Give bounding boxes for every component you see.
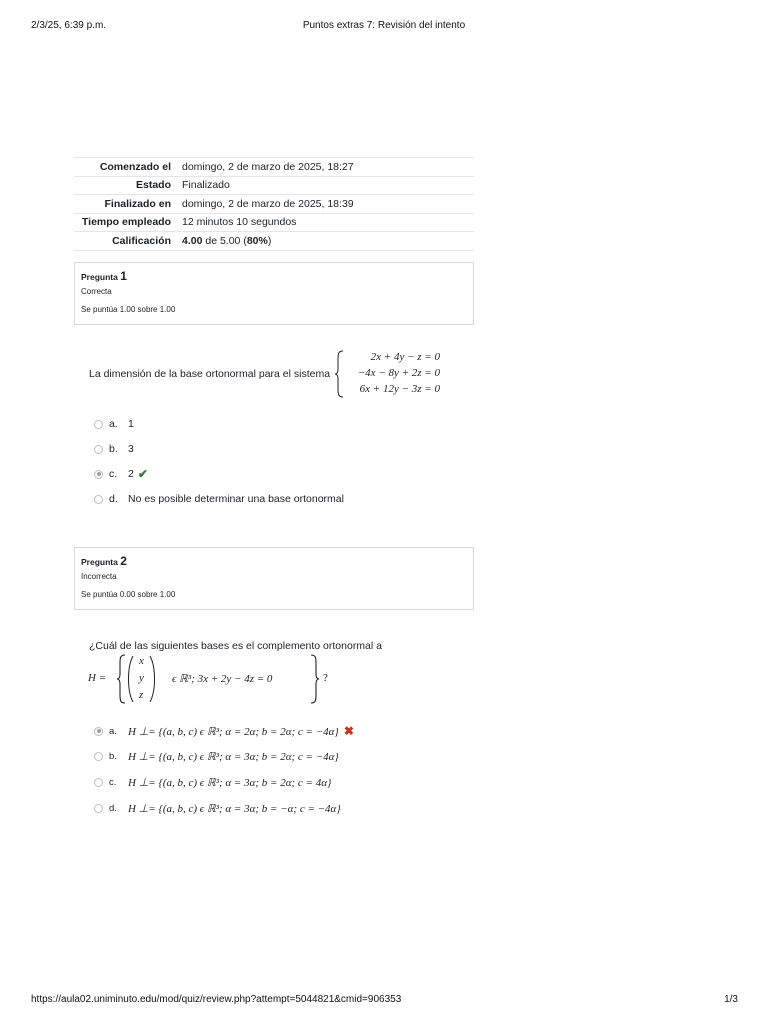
print-page-number: 1/3 [724, 994, 738, 1005]
grade-mid: de 5.00 ( [202, 234, 247, 247]
equation-3: 6x + 12y − 3z = 0 [359, 383, 440, 395]
radio-button[interactable] [94, 495, 103, 504]
summary-label: Calificación [112, 234, 171, 247]
question-grade: Se puntúa 1.00 sobre 1.00 [81, 305, 176, 314]
question-grade: Se puntúa 0.00 sobre 1.00 [81, 590, 176, 599]
summary-row-finished [74, 195, 474, 214]
q1-option-a[interactable] [94, 416, 134, 432]
question-state: Correcta [81, 287, 112, 296]
option-letter: c. [109, 776, 117, 788]
cross-icon: ✖ [343, 724, 354, 738]
option-text: H ⊥= {(a, b, c) ϵ ℝ³; α = 3α; b = 2α; c = −4α} [128, 750, 339, 763]
vector-z: z [139, 689, 144, 701]
set-h-definition [88, 652, 338, 704]
question-word: Pregunta [81, 272, 121, 282]
attempt-summary-table [74, 157, 474, 251]
grade-end: ) [267, 234, 272, 247]
equation-system [334, 350, 454, 398]
radio-button[interactable] [94, 778, 103, 787]
q1-option-b[interactable] [94, 441, 134, 457]
question-number-value: 2 [120, 554, 127, 568]
q1-option-c[interactable] [94, 466, 148, 482]
summary-value: domingo, 2 de marzo de 2025, 18:39 [182, 197, 354, 210]
set-condition: ϵ ℝ³; 3x + 2y − 4z = 0 [172, 673, 273, 685]
question-word: Pregunta [81, 557, 121, 567]
option-letter: c. [109, 468, 118, 480]
summary-grade-value [178, 232, 474, 251]
summary-row-grade [74, 232, 474, 251]
summary-row-state [74, 176, 474, 195]
option-text: 3 [128, 443, 134, 455]
question-number [81, 555, 473, 568]
summary-row-started [74, 158, 474, 177]
summary-value: Finalizado [182, 179, 230, 192]
q1-option-d[interactable] [94, 491, 344, 507]
print-page-title: Puntos extras 7: Revisión del intento [302, 20, 466, 31]
question-number [81, 270, 473, 283]
summary-value: 12 minutos 10 segundos [182, 216, 297, 229]
radio-button[interactable] [94, 752, 103, 761]
vector-y: y [139, 672, 144, 684]
option-text: No es posible determinar una base ortonormal [128, 493, 344, 505]
grade-score: 4.00 [182, 234, 203, 247]
q2-option-c[interactable] [94, 774, 331, 790]
option-letter: d. [109, 802, 117, 814]
right-brace-icon [310, 654, 320, 704]
option-text: H ⊥= {(a, b, c) ϵ ℝ³; α = 3α; b = 2α; c = 4α} [128, 776, 332, 789]
option-text: H ⊥= {(a, b, c) ϵ ℝ³; α = 2α; b = 2α; c = −4α} [128, 725, 339, 738]
option-letter: d. [109, 493, 118, 505]
option-letter: b. [109, 443, 118, 455]
summary-row-time [74, 213, 474, 232]
left-brace-icon [116, 654, 126, 704]
summary-label: Tiempo empleado [81, 216, 171, 229]
equation-2: −4x − 8y + 2z = 0 [357, 367, 440, 379]
check-icon: ✔ [137, 467, 148, 481]
question-2-text: ¿Cuál de las siguientes bases es el complemento ortonormal a [89, 640, 382, 652]
print-url: https://aula02.uniminuto.edu/mod/quiz/review.php?attempt=5044821&cmid=906353 [31, 994, 402, 1005]
question-2-info [74, 547, 474, 610]
question-mark: ? [323, 672, 328, 684]
q2-option-d[interactable] [94, 800, 341, 816]
print-datetime: 2/3/25, 6:39 p.m. [31, 20, 107, 31]
radio-button[interactable] [94, 804, 103, 813]
radio-button-checked[interactable] [94, 470, 103, 479]
option-letter: a. [109, 725, 117, 737]
question-1-text: La dimensión de la base ortonormal para el sistema [89, 368, 331, 380]
summary-label: Comenzado el [99, 160, 171, 173]
summary-label: Finalizado en [104, 197, 171, 210]
option-text: H ⊥= {(a, b, c) ϵ ℝ³; α = 3α; b = −α; c = −4α} [128, 802, 341, 815]
summary-label: Estado [135, 179, 171, 192]
equation-1: 2x + 4y − z = 0 [370, 351, 440, 363]
option-letter: b. [109, 750, 117, 762]
grade-percent: 80% [246, 234, 268, 247]
radio-button[interactable] [94, 420, 103, 429]
radio-button[interactable] [94, 445, 103, 454]
option-text: 1 [128, 418, 134, 430]
vector-x: x [139, 655, 144, 667]
radio-button-checked[interactable] [94, 727, 103, 736]
set-lhs: H = [88, 672, 107, 684]
summary-value: domingo, 2 de marzo de 2025, 18:27 [182, 160, 354, 173]
left-paren-icon [126, 655, 134, 703]
question-state: Incorrecta [81, 572, 117, 581]
question-number-value: 1 [120, 269, 127, 283]
option-text: 2 [128, 468, 134, 480]
right-paren-icon [149, 655, 157, 703]
question-1-info [74, 262, 474, 325]
option-letter: a. [109, 418, 118, 430]
q2-option-b[interactable] [94, 748, 339, 764]
q2-option-a[interactable] [94, 723, 354, 739]
